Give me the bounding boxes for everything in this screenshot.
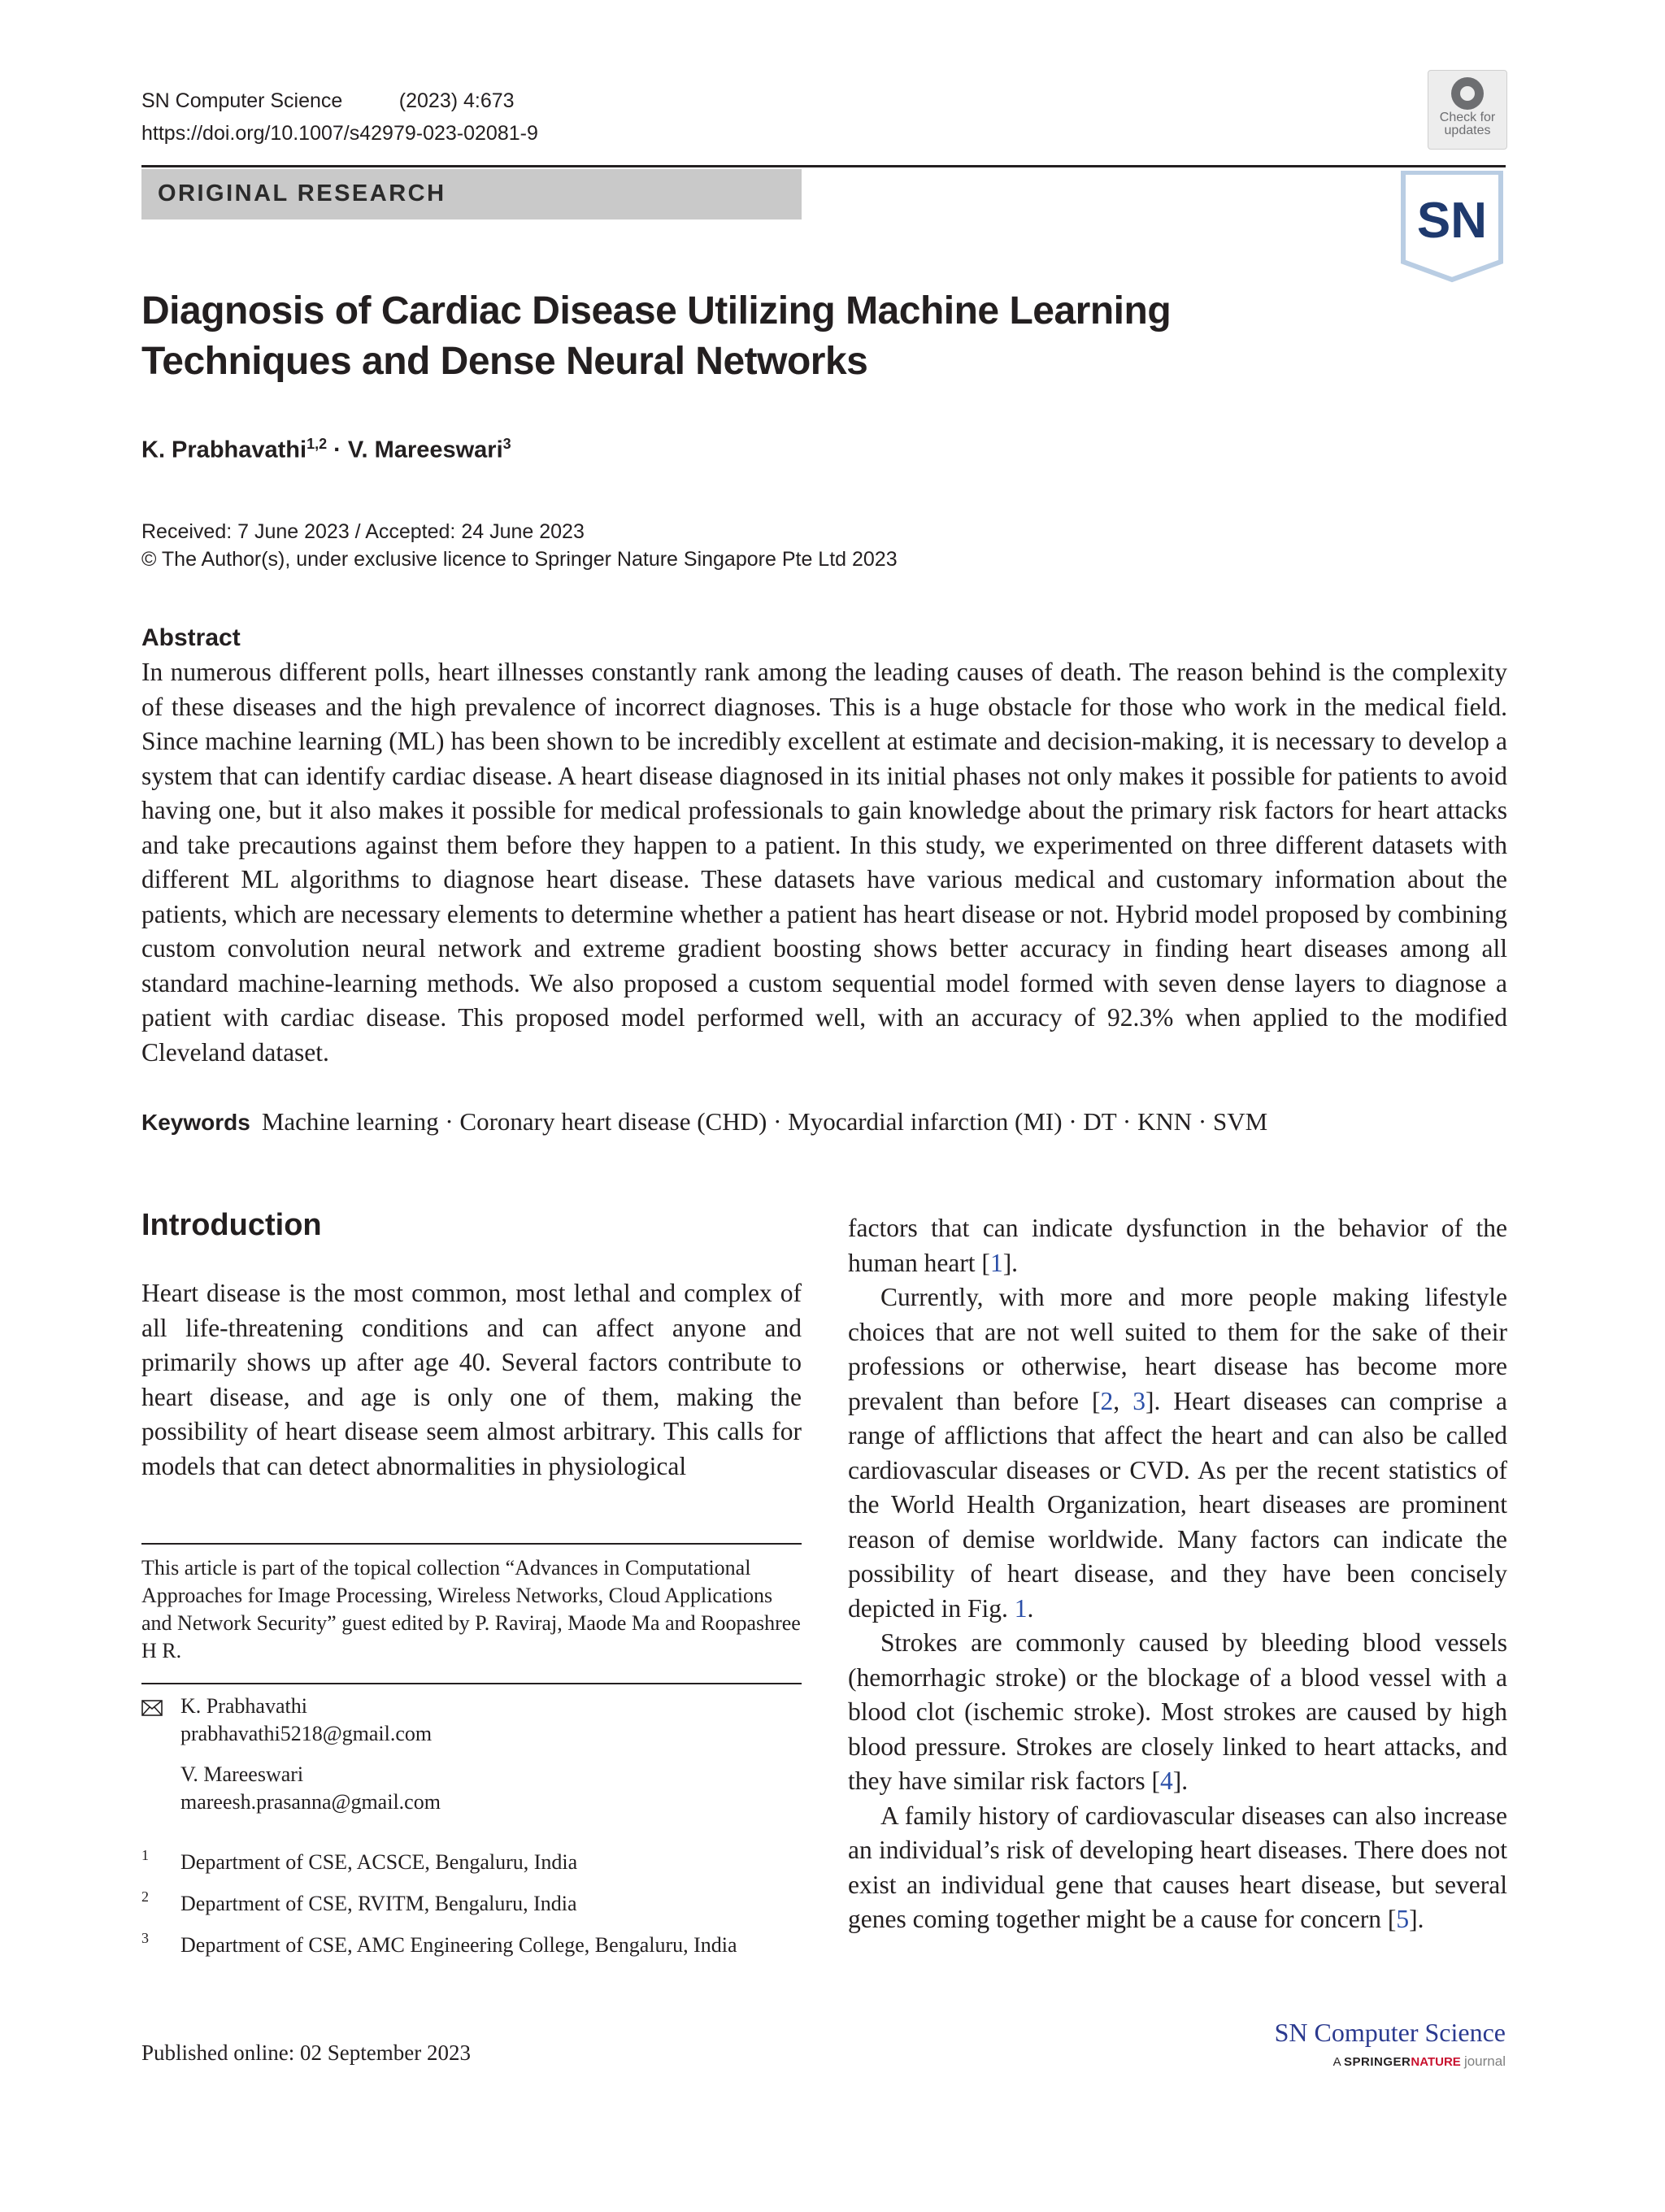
citation-link[interactable]: 1 xyxy=(989,1248,1003,1277)
logo-text: SN xyxy=(1416,193,1488,249)
citation-link[interactable]: 4 xyxy=(1160,1767,1173,1795)
citation-link[interactable]: 2 xyxy=(1100,1386,1114,1415)
contact-email[interactable]: prabhavathi5218@gmail.com xyxy=(180,1722,433,1745)
header-rule xyxy=(141,165,1506,167)
citation-link[interactable]: 3 xyxy=(1132,1386,1146,1415)
author-affiliation-sup: 1,2 xyxy=(306,436,328,452)
contact-email[interactable]: mareesh.prasanna@gmail.com xyxy=(180,1790,441,1814)
paragraph: Strokes are commonly caused by bleeding blood vessels (hemorrhagic stroke) or the blockage of a blood vessel with a blood clot (ischemic stroke). Most strokes are caused by high blood pressure. Strokes are closely linked to heart attacks, and they have similar risk factors [4]. xyxy=(848,1628,1507,1795)
copyright-line: © The Author(s), under exclusive licence to Springer Nature Singapore Pte Ltd 2023 xyxy=(141,548,898,571)
paragraph: A family history of cardiovascular diseases can also increase an individual’s risk of developing heart diseases. There does not exist an individual gene that causes heart disease, but several genes coming together might be a cause for concern [5]. xyxy=(848,1801,1507,1933)
paragraph: Currently, with more and more people making lifestyle choices that are not well suited to them for the sake of their professions or otherwise, heart disease has become more prevalent than before [2, 3]. Heart diseases can comprise a range of afflictions that affect the heart and can also be called cardiovascular diseases or CVD. As per the recent statistics of the World Health Organization, heart diseases are prominent reason of demise worldwide. Many factors can indicate the possibility of heart disease, and they have been concisely depicted in Fig. 1. xyxy=(848,1283,1507,1623)
affiliation-number: 1 xyxy=(141,1847,149,1863)
abstract-heading: Abstract xyxy=(141,624,241,651)
affiliation: Department of CSE, RVITM, Bengaluru, India xyxy=(180,1892,577,1915)
affiliation: Department of CSE, AMC Engineering College, Bengaluru, India xyxy=(180,1933,737,1957)
section-label: ORIGINAL RESEARCH xyxy=(158,180,446,206)
author-name: V. Mareeswari xyxy=(347,437,503,463)
footnote-rule xyxy=(141,1683,802,1684)
figure-link[interactable]: 1 xyxy=(1014,1593,1028,1623)
contact-name: K. Prabhavathi xyxy=(180,1694,307,1718)
received-dates: Received: 7 June 2023 / Accepted: 24 June 2023 xyxy=(141,520,585,543)
paragraph: factors that can indicate dysfunction in the behavior of the human heart [1]. xyxy=(848,1214,1507,1277)
affiliation-number: 3 xyxy=(141,1930,149,1946)
co-author-contact xyxy=(180,1761,441,1816)
doi-link[interactable]: https://doi.org/10.1007/s42979-023-02081-9 xyxy=(141,122,538,145)
author-affiliation-sup: 3 xyxy=(502,436,511,452)
keywords-label: Keywords xyxy=(141,1110,250,1135)
contact-name: V. Mareeswari xyxy=(180,1762,304,1786)
section-heading-introduction: Introduction xyxy=(141,1208,322,1242)
keywords xyxy=(141,1107,1267,1136)
volume-info: (2023) 4:673 xyxy=(398,89,515,112)
citation-link[interactable]: 5 xyxy=(1396,1905,1410,1933)
affiliation: Department of CSE, ACSCE, Bengaluru, India xyxy=(180,1850,578,1874)
published-date: Published online: 02 September 2023 xyxy=(141,2040,471,2065)
author-separator: · xyxy=(327,437,348,463)
keywords-list: Machine learning · Coronary heart disease (CHD) · Myocardial infarction (MI) · DT · KNN · SVM xyxy=(261,1107,1268,1136)
paragraph: Heart disease is the most common, most lethal and complex of all life-threatening conditions and can affect anyone and primarily shows up after age 40. Several factors contribute to heart disease, and age is only one of them, making the possibility of heart disease seem almost arbitrary. This calls for models that can detect abnormalities in physiological xyxy=(141,1279,802,1480)
footer-journal-name: SN Computer Science xyxy=(1274,2018,1506,2047)
journal-name: SN Computer Science xyxy=(141,89,343,112)
corresponding-author xyxy=(180,1693,432,1748)
body-column-left xyxy=(141,1276,802,1484)
mail-icon xyxy=(141,1700,163,1716)
sn-journal-logo xyxy=(1398,171,1506,283)
collection-footnote: This article is part of the topical collection “Advances in Computational Approaches for Image Processing, Wireless Networks, Cloud Applications and Network Security” guest edited by P. Raviraj, Maode Ma and Roopashree H R. xyxy=(141,1556,801,1662)
update-icon xyxy=(1451,77,1484,110)
author-list xyxy=(141,436,511,464)
publisher-tagline: A SPRINGERNATURE journal xyxy=(1332,2053,1506,2069)
abstract-text: In numerous different polls, heart illnesses constantly rank among the leading causes of death. The reason behind is the complexity of these diseases and the high prevalence of incorrect diagnoses. This is a huge obstacle for those who work in the medical field. Since machine learning (ML) has been shown to be incredibly excellent at estimate and decision-making, it is necessary to develop a system that can identify cardiac disease. A heart disease diagnosed in its initial phases not only makes it possible for patients to avoid having one, but it also makes it possible for medical professionals to gain knowledge about the primary risk factors for heart attacks and take precautions against them before they happen to a patient. In this study, we experimented on three different datasets with different ML algorithms to diagnose heart disease. These datasets have various medical and customary information about the patients, which are necessary elements to determine whether a patient has heart disease or not. Hybrid model proposed by combining custom convolution neural network and extreme gradient boosting shows better accuracy in finding heart diseases among all standard machine-learning methods. We also proposed a custom sequential model formed with seven dense layers to diagnose a patient with cardiac disease. This proposed model performed well, with an accuracy of 92.3% when applied to the modified Cleveland dataset. xyxy=(141,658,1507,1067)
journal-citation xyxy=(141,89,515,113)
body-column-right xyxy=(848,1211,1507,1937)
check-for-updates-badge[interactable] xyxy=(1428,70,1507,150)
badge-line-1: Check for xyxy=(1439,111,1496,124)
article-title: Diagnosis of Cardiac Disease Utilizing Machine Learning Techniques and Dense Neural Networks xyxy=(141,289,1172,383)
author-name: K. Prabhavathi xyxy=(141,437,307,463)
footnote-rule xyxy=(141,1543,802,1545)
affiliation-number: 2 xyxy=(141,1888,149,1905)
badge-line-2: updates xyxy=(1444,124,1491,137)
